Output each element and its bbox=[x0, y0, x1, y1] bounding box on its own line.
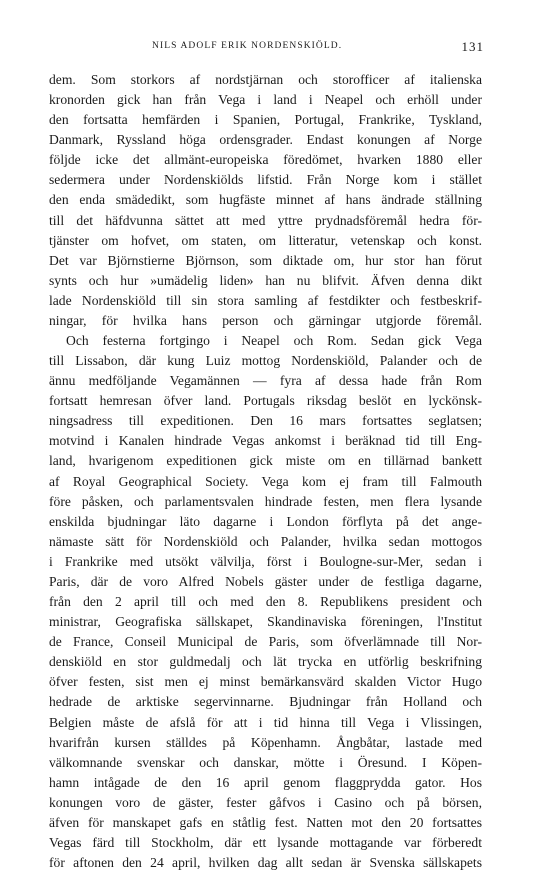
text-line: för aftonen den 24 april, hvilken dag allt sedan är Svenska sällskapets bbox=[49, 855, 482, 871]
text-line: dem. Som storkors af nordstjärnan och storofficer af italienska bbox=[49, 72, 482, 87]
text-line: Paris, där de voro Alfred Nobels gäster under de festliga dagarne, bbox=[49, 573, 482, 589]
text-line: Belgien måste de afslå för att i tid hinna till Vega i Vlissingen, bbox=[49, 714, 482, 730]
text-line: motvind i Kanalen hindrade Vegas ankomst i beräknad tid till Eng- bbox=[49, 433, 482, 449]
text-line: fortsatt hemresan öfver land. Portugals riksdag beslöt en lyckönsk- bbox=[49, 393, 482, 409]
text-line: öfver festen, sist men ej minst bemärkansvärd skalden Victor Hugo bbox=[49, 674, 482, 690]
text-line: lade Nordenskiöld till sin stora samling af festdikter och festbeskrif- bbox=[49, 292, 482, 308]
text-line: den fortsatta hemfärden i Spanien, Portugal, Frankrike, Tyskland, bbox=[49, 112, 482, 128]
text-line: hvarifrån kursen ställdes på Köpenhamn. Ångbåtar, lastade med bbox=[49, 734, 482, 750]
text-line: Det var Björnstierne Björnson, som diktade om, hur stor han förut bbox=[49, 252, 482, 268]
running-title: NILS ADOLF ERIK NORDENSKIÖLD. bbox=[152, 41, 343, 51]
text-line: Danmark, Ryssland höga ordensgrader. Endast konungen af Norge bbox=[49, 132, 482, 148]
text-line: af Royal Geographical Society. Vega kom ej fram till Falmouth bbox=[49, 473, 482, 489]
text-line: ministrar, Geografiska sällskapet, Skandinaviska föreningen, l'Institut bbox=[49, 614, 482, 630]
text-line: ningar, för hvilka hans person och gärningar utgjorde föremål. bbox=[49, 312, 482, 328]
text-line: före påsken, och parlamentsvalen hindrade festen, men flera lysande bbox=[49, 493, 482, 509]
page-number: 131 bbox=[461, 39, 484, 54]
text-line: från den 2 april till och med den 8. Republikens president och bbox=[49, 594, 482, 610]
text-line: hamn intågade de den 16 april genom flaggprydda gator. Hos bbox=[49, 774, 482, 790]
text-line: synts och hur »umädelig liden» han nu blifvit. Äfven denna dikt bbox=[49, 272, 482, 288]
text-line: kronorden gick han från Vega i land i Neapel och erhöll under bbox=[49, 92, 482, 108]
text-line: ännu medföljande Vegamännen — fyra af dessa hade från Rom bbox=[49, 373, 482, 389]
text-line: Och festerna fortgingo i Neapel och Rom. Sedan gick Vega bbox=[66, 333, 482, 349]
text-line: äfven för manskapet gafs en ståtlig fest. Natten mot den 20 fortsattes bbox=[49, 814, 482, 830]
text-line: hedrade de arktiske segervinnarne. Bjudningar från Holland och bbox=[49, 694, 482, 710]
text-line: land, hvarigenom expeditionen gick miste om en tillärnad bankett bbox=[49, 453, 482, 469]
text-line: tjänster om hofvet, om staten, om litteratur, vetenskap och konst. bbox=[49, 232, 482, 248]
text-line: konungen voro de gäster, fester gåfvos i Casino och på börsen, bbox=[49, 794, 482, 810]
text-line: Vegas färd till Stockholm, där ett lysande mottagande var förberedt bbox=[49, 834, 482, 850]
text-line: nämaste sätt för Nordenskiöld och Palander, hvilka sedan mottogos bbox=[49, 533, 482, 549]
running-head bbox=[0, 41, 560, 57]
text-line: enskilda bjudningar läto dagarne i London förflyta på det ange- bbox=[49, 513, 482, 529]
text-line: till det häfdvunna sättet att med yttre prydnadsföremål hedra för- bbox=[49, 212, 482, 228]
text-line: den enda smädedikt, som hugfäste minnet af hans ändrade ställning bbox=[49, 192, 482, 208]
text-line: denskiöld en stor guldmedalj och lät trycka en utförlig beskrifning bbox=[49, 654, 482, 670]
text-line: i Frankrike med utsökt välvilja, först i Boulogne-sur-Mer, sedan i bbox=[49, 553, 482, 569]
text-line: följde icke det allmänt-europeiska föredömet, hvarken 1880 eller bbox=[49, 152, 482, 168]
body-text bbox=[49, 70, 482, 873]
text-line: till Lissabon, där kung Luiz mottog Nordenskiöld, Palander och de bbox=[49, 353, 482, 369]
text-line: sedermera under Nordenskiölds lifstid. Från Norge kom i stället bbox=[49, 172, 482, 188]
text-line: de France, Conseil Municipal de Paris, som öfverlämnade till Nor- bbox=[49, 634, 482, 650]
text-line: välkomnande svenskar och danskar, mötte i Öresund. I Köpen- bbox=[49, 754, 482, 770]
text-line: ningsadress till expeditionen. Den 16 mars fortsattes seglatsen; bbox=[49, 413, 482, 429]
